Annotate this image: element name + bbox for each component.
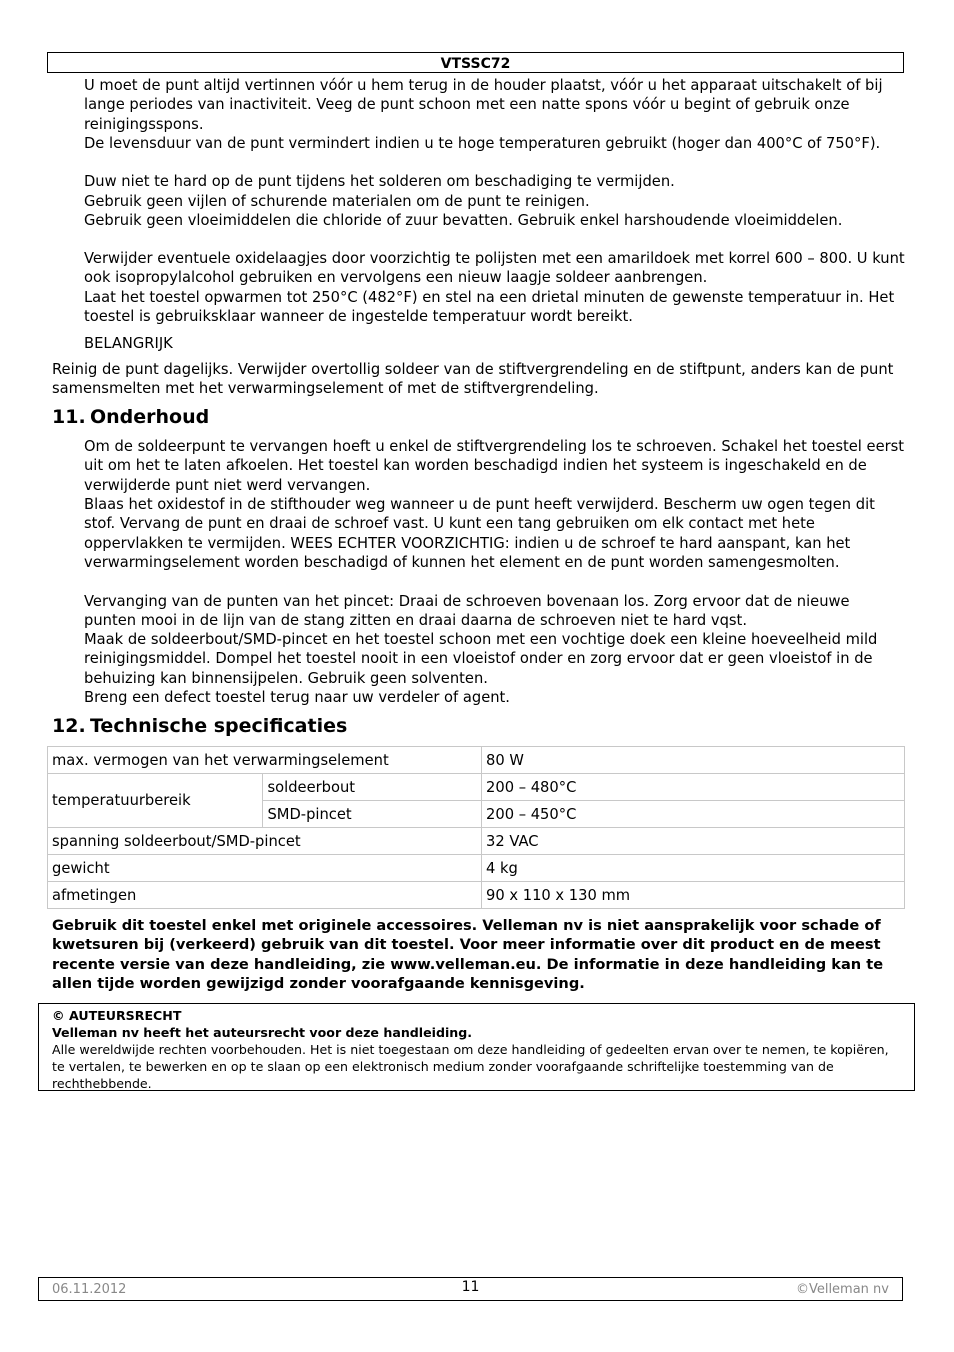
- maintenance-paragraph-4: Maak de soldeerbout/SMD-pincet en het toestel schoon met een vochtige doek een kleine hoeveelheid mild reinigingsmiddel. Dompel het toestel nooit in een vloeistof onder en zorg ervoor dat er geen vloeistof in de behuizing kan binnensijpelen. Gebruik geen solventen.: [84, 631, 878, 687]
- copyright-heading: © AUTEURSRECHT: [52, 1008, 182, 1023]
- intro-paragraph-2: De levensduur van de punt vermindert indien u te hoge temperaturen gebruikt (hoger dan 400°C of 750°F).: [84, 135, 881, 152]
- important-text: Reinig de punt dagelijks. Verwijder overtollig soldeer van de stiftvergrendeling en de stiftpunt, anders kan de punt samensmelten met het verwarmingselement of met de stiftvergrendeling.: [52, 361, 894, 398]
- section-11-title: Onderhoud: [90, 406, 210, 428]
- spec-label: gewicht: [48, 855, 482, 882]
- intro-paragraph-7: Laat het toestel opwarmen tot 250°C (482°F) en stel na een drietal minuten de gewenste temperatuur in. Het toestel is gebruiksklaar wanneer de ingestelde temperatuur wordt bereikt.: [84, 289, 895, 326]
- spec-table: [47, 746, 905, 909]
- spec-label: spanning soldeerbout/SMD-pincet: [48, 828, 482, 855]
- intro-paragraph-3: Duw niet te hard op de punt tijdens het solderen om beschadiging te vermijden.: [84, 173, 675, 190]
- page-number: 11: [461, 1279, 480, 1295]
- maintenance-paragraph-2: Blaas het oxidestof in de stifthouder weg wanneer u de punt heeft verwijderd. Bescherm uw ogen tegen dit stof. Vervang de punt en draai de schroef vast. U kunt een tang gebruiken om elk contact met hete oppervlakken te vermijden. WEES ECHTER VOORZICHTIG: indien u de schroef te hard aanspant, kan het verwarmingselement worden beschadigd of kunnen het element en de punt worden samengesmolten.: [84, 496, 875, 571]
- table-row: [48, 855, 905, 882]
- section-12-number: 12.: [52, 715, 86, 737]
- maintenance-paragraph-1: Om de soldeerpunt te vervangen hoeft u enkel de stiftvergrendeling los te schroeven. Schakel het toestel eerst uit om het te laten afkoelen. Het toestel kan worden beschadigd indien het systeem is ingeschakeld en de verwijderde punt niet werd vervangen.: [84, 438, 905, 494]
- maintenance-paragraph-3: Vervanging van de punten van het pincet: Draai de schroeven bovenaan los. Zorg ervoor dat de nieuwe punten mooi in de lijn van de stang zitten en draai daarna de schroeven niet te hard vqst.: [84, 593, 850, 630]
- disclaimer-notice: Gebruik dit toestel enkel met originele accessoires. Velleman nv is niet aansprakelijk voor schade of kwetsuren bij (verkeerd) gebruik van dit toestel. Voor meer informatie over dit product en de meest recente versie van deze handleiding, zie www.velleman.eu. De informatie in deze handleiding kan te allen tijde worden gewijzigd zonder voorafgaande kennisgeving.: [52, 917, 884, 992]
- page-footer: [38, 1277, 903, 1301]
- intro-paragraph-4: Gebruik geen vijlen of schurende materialen om de punt te reinigen.: [84, 193, 590, 210]
- intro-paragraph-5: Gebruik geen vloeimiddelen die chloride of zuur bevatten. Gebruik enkel harshoudende vloeimiddelen.: [84, 212, 843, 229]
- spec-label: afmetingen: [48, 882, 482, 909]
- section-12-heading: [52, 714, 347, 738]
- section-12-title: Technische specificaties: [90, 715, 348, 737]
- intro-paragraph-6: Verwijder eventuele oxidelaagjes door voorzichtig te polijsten met een amarildoek met korrel 600 – 800. U kunt ook isopropylalcohol gebruiken en vervolgens een nieuw laagje soldeer aanbrengen.: [84, 250, 905, 287]
- footer-brand: ©Velleman nv: [795, 1282, 889, 1297]
- spec-value: 200 – 450°C: [482, 801, 905, 828]
- copyright-box: [38, 1003, 915, 1091]
- intro-paragraph-1: U moet de punt altijd vertinnen vóór u hem terug in de houder plaatst, vóór u het apparaat uitschakelt of bij lange periodes van inactiviteit. Veeg de punt schoon met een natte spons vóór u begint of gebruik onze reinigingsspons.: [84, 77, 883, 133]
- section-11-heading: [52, 405, 209, 429]
- section-11-number: 11.: [52, 406, 86, 428]
- spec-value: 90 x 110 x 130 mm: [482, 882, 905, 909]
- table-row: [48, 774, 905, 801]
- spec-value: 200 – 480°C: [482, 774, 905, 801]
- spec-label: max. vermogen van het verwarmingselement: [48, 747, 482, 774]
- maintenance-paragraph-5: Breng een defect toestel terug naar uw verdeler of agent.: [84, 689, 510, 706]
- spec-label: temperatuurbereik: [48, 774, 263, 828]
- spec-value: 4 kg: [482, 855, 905, 882]
- spec-sublabel: soldeerbout: [263, 774, 482, 801]
- page-header: VTSSC72: [47, 52, 904, 73]
- important-label: BELANGRIJK: [84, 335, 173, 352]
- table-row: [48, 828, 905, 855]
- spec-value: 80 W: [482, 747, 905, 774]
- footer-date: 06.11.2012: [52, 1282, 127, 1297]
- spec-value: 32 VAC: [482, 828, 905, 855]
- copyright-text: Alle wereldwijde rechten voorbehouden. Het is niet toegestaan om deze handleiding of gedeelten ervan over te nemen, te kopiëren, te vertalen, te bewerken en op te slaan op een elektronisch medium zonder voorafgaande schriftelijke toestemming van de rechthebbende.: [52, 1042, 889, 1091]
- table-row: [48, 882, 905, 909]
- table-row: [48, 747, 905, 774]
- copyright-owner: Velleman nv heeft het auteursrecht voor deze handleiding.: [52, 1025, 473, 1040]
- spec-sublabel: SMD-pincet: [263, 801, 482, 828]
